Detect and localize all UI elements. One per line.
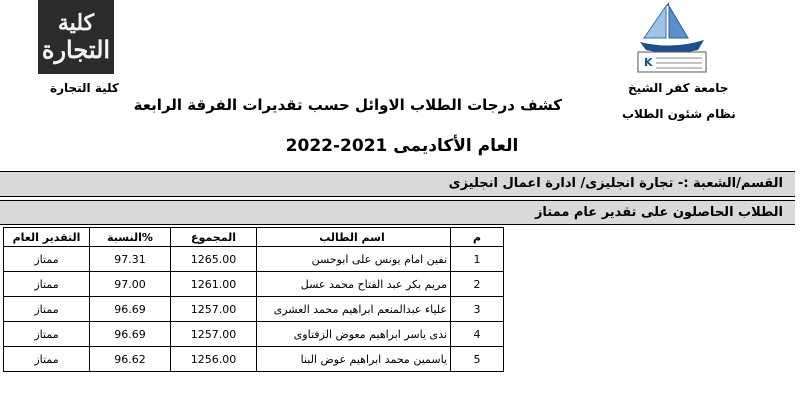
cell-name: مريم بكر عبد الفتاح محمد عسل <box>257 272 451 297</box>
cell-percent: 97.31 <box>90 247 171 272</box>
table-header-row <box>4 228 504 247</box>
table-row <box>4 322 504 347</box>
cell-total: 1261.00 <box>171 272 257 297</box>
faculty-label: كلية التجارة <box>50 81 119 95</box>
cell-number: 1 <box>451 247 504 272</box>
cell-grade: ممتاز <box>4 297 90 322</box>
table-row <box>4 297 504 322</box>
cell-grade: ممتاز <box>4 322 90 347</box>
university-name: جامعة كفر الشيخ <box>628 81 729 95</box>
col-header-total: المجموع <box>171 228 257 247</box>
students-table <box>3 227 504 372</box>
logo-text-line2: التجارة <box>41 35 111 64</box>
cell-total: 1265.00 <box>171 247 257 272</box>
cell-total: 1257.00 <box>171 322 257 347</box>
department-text: القسم/الشعبة :- تجارة انجليزى/ ادارة اعمال انجليزى <box>448 176 783 191</box>
cell-number: 4 <box>451 322 504 347</box>
cell-grade: ممتاز <box>4 247 90 272</box>
cell-percent: 96.62 <box>90 347 171 372</box>
report-title: كشف درجات الطلاب الاوائل حسب تقديرات الفرقة الرابعة <box>133 96 562 114</box>
cell-name: علياء عبدالمنعم ابراهيم محمد العشرى <box>257 297 451 322</box>
grade-group-text: الطلاب الحاصلون على تقدير عام ممتاز <box>534 205 783 220</box>
table-row <box>4 347 504 372</box>
cell-number: 5 <box>451 347 504 372</box>
university-logo <box>636 0 708 74</box>
cell-grade: ممتاز <box>4 347 90 372</box>
department-bar <box>0 171 795 197</box>
svg-text:K: K <box>644 56 653 69</box>
cell-name: ندى ياسر ابراهيم معوض الزفتاوى <box>257 322 451 347</box>
cell-percent: 96.69 <box>90 322 171 347</box>
cell-name: نفين امام يونس على ابوحسن <box>257 247 451 272</box>
col-header-percent: %النسبة <box>90 228 171 247</box>
logo-text-line1: كلية <box>57 10 95 36</box>
faculty-logo <box>38 0 114 74</box>
table-row <box>4 272 504 297</box>
cell-percent: 97.00 <box>90 272 171 297</box>
cell-total: 1257.00 <box>171 297 257 322</box>
system-name: نظام شئون الطلاب <box>622 107 736 121</box>
academic-year: العام الأكاديمى 2021-2022 <box>285 136 519 156</box>
table-row <box>4 247 504 272</box>
cell-number: 2 <box>451 272 504 297</box>
cell-name: ياسمين محمد ابراهيم عوض البنا <box>257 347 451 372</box>
cell-number: 3 <box>451 297 504 322</box>
grade-group-bar <box>0 200 795 225</box>
cell-percent: 96.69 <box>90 297 171 322</box>
col-header-number: م <box>451 228 504 247</box>
col-header-name: اسم الطالب <box>257 228 451 247</box>
col-header-grade: التقدير العام <box>4 228 90 247</box>
cell-grade: ممتاز <box>4 272 90 297</box>
cell-total: 1256.00 <box>171 347 257 372</box>
